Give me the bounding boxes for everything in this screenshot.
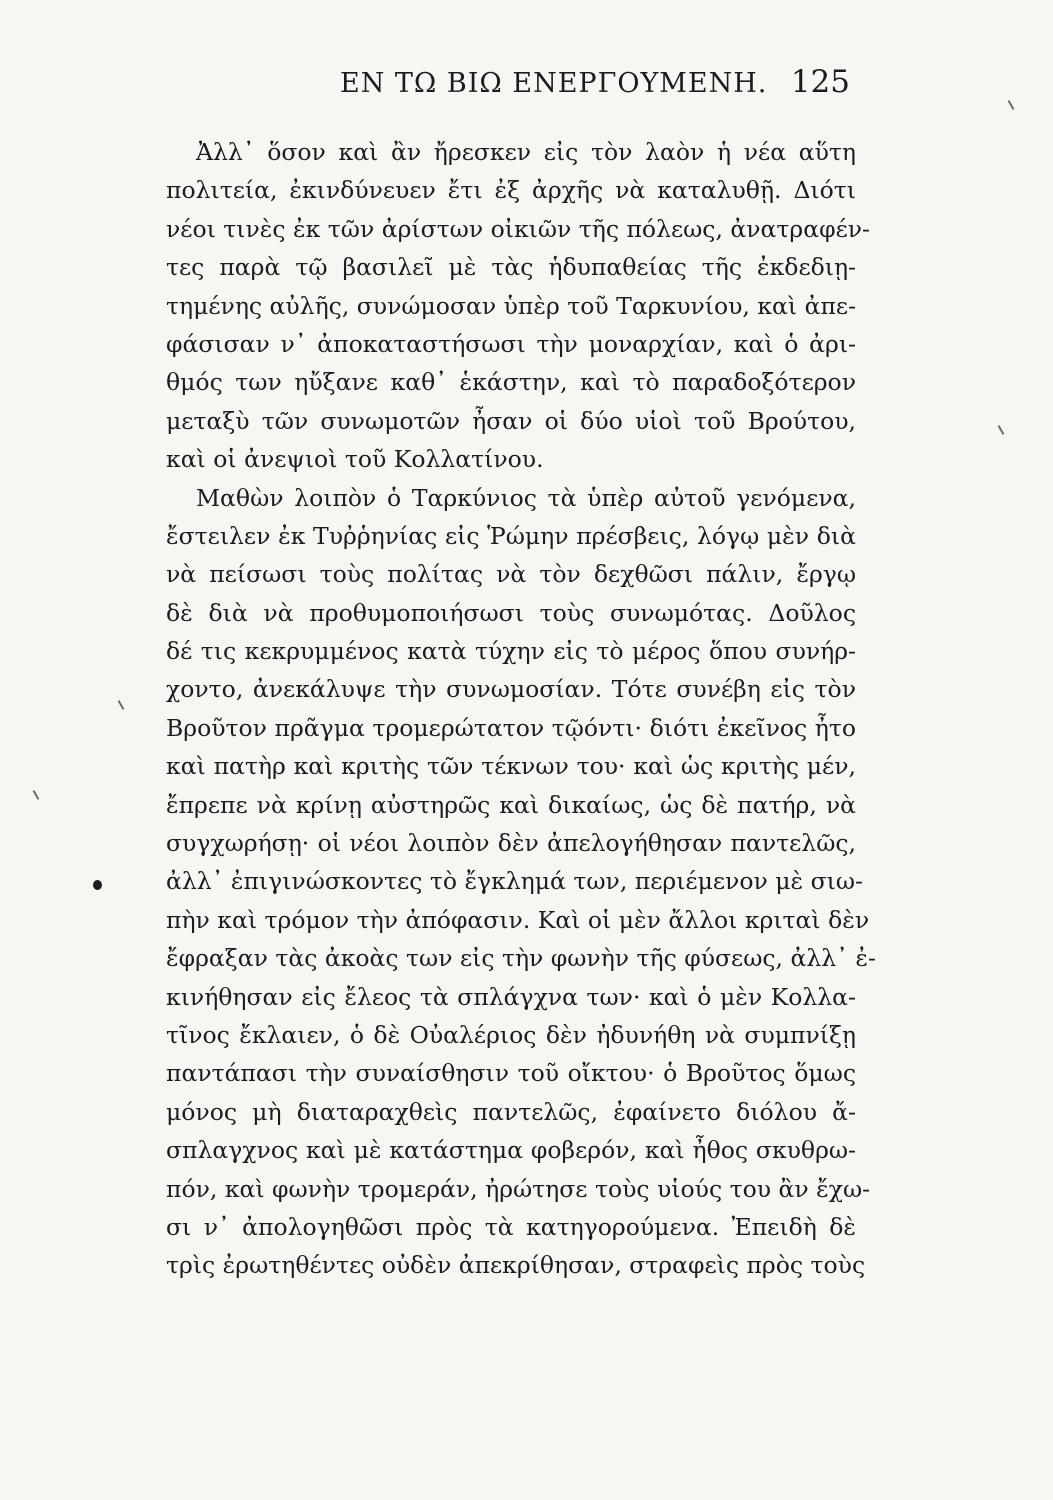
running-title: ΕΝ ΤΩ ΒΙΩ ΕΝΕΡΓΟΥΜΕΝΗ. <box>340 68 768 99</box>
text-line: πολιτεία, ἐκινδύνευεν ἔτι ἐξ ἀρχῆς νὰ καταλυθῇ. Διότι <box>166 176 856 205</box>
text-line: καὶ πατὴρ καὶ κριτὴς τῶν τέκνων του· καὶ ὡς κριτὴς μέν, <box>166 752 856 781</box>
text-line: Βροῦτον πρᾶγμα τρομερώτατον τῷόντι· διότι ἐκεῖνος ἦτο <box>166 713 856 742</box>
text-line: ἔφραξαν τὰς ἀκοὰς των εἰς τὴν φωνὴν τῆς φύσεως, ἀλλ᾽ ἐ- <box>166 944 876 973</box>
text-line: θμός των ηὔξανε καθ᾽ ἑκάστην, καὶ τὸ παραδοξότερον <box>166 368 856 397</box>
text-line: παντάπασι τὴν συναίσθησιν τοῦ οἴκτου· ὁ Βροῦτος ὅμως <box>166 1059 856 1088</box>
text-line: σπλαγχνος καὶ μὲ κατάστημα φοβερόν, καὶ ἦθος σκυθρω- <box>166 1136 856 1165</box>
text-line: ἔστειλεν ἐκ Τυῤῥηνίας εἰς Ῥώμην πρέσβεις, λόγῳ μὲν διὰ <box>166 521 856 550</box>
running-head <box>300 64 860 108</box>
text-line: συγχωρήσῃ· οἱ νέοι λοιπὸν δὲν ἀπελογήθησαν παντελῶς, <box>166 829 856 858</box>
text-line: μεταξὺ τῶν συνωμοτῶν ἦσαν οἱ δύο υἱοὶ τοῦ Βρούτου, <box>166 406 856 435</box>
margin-mark <box>998 425 1005 435</box>
text-line: νέοι τινὲς ἐκ τῶν ἀρίστων οἰκιῶν τῆς πόλεως, ἀνατραφέν- <box>166 214 870 243</box>
text-line: τημένης αὐλῆς, συνώμοσαν ὑπὲρ τοῦ Ταρκυνίου, καὶ ἀπε- <box>166 291 857 320</box>
margin-mark <box>33 790 40 800</box>
text-line: δὲ διὰ νὰ προθυμοποιήσωσι τοὺς συνωμότας. Δοῦλος <box>166 598 856 627</box>
text-line: τρὶς ἐρωτηθέντες οὐδὲν ἀπεκρίθησαν, στραφεὶς πρὸς τοὺς <box>166 1251 866 1280</box>
text-line: νὰ πείσωσι τοὺς πολίτας νὰ τὸν δεχθῶσι πάλιν, ἔργῳ <box>166 560 856 589</box>
text-line: κινήθησαν εἰς ἔλεος τὰ σπλάγχνα των· καὶ ὁ μὲν Κολλα- <box>166 982 856 1011</box>
margin-mark <box>1008 100 1015 110</box>
text-line: Μαθὼν λοιπὸν ὁ Ταρκύνιος τὰ ὑπὲρ αὐτοῦ γενόμενα, <box>196 483 856 512</box>
text-line: τες παρὰ τῷ βασιλεῖ μὲ τὰς ἡδυπαθείας τῆς ἐκδεδιῃ- <box>166 253 856 282</box>
text-line: δέ τις κεκρυμμένος κατὰ τύχην εἰς τὸ μέρος ὅπου συνήρ- <box>166 637 856 666</box>
text-line: ἀλλ᾽ ἐπιγινώσκοντες τὸ ἔγκλημά των, περιέμενον μὲ σιω- <box>166 867 863 896</box>
text-line: τῖνος ἔκλαιεν, ὁ δὲ Οὐαλέριος δὲν ἠδυνήθη νὰ συμπνίξῃ <box>166 1020 856 1049</box>
text-line: καὶ οἱ ἀνεψιοὶ τοῦ Κολλατίνου. <box>166 445 544 474</box>
text-line: φάσισαν ν᾽ ἀποκαταστήσωσι τὴν μοναρχίαν, καὶ ὁ ἀρι- <box>166 329 856 358</box>
text-line: μόνος μὴ διαταραχθεὶς παντελῶς, ἐφαίνετο διόλου ἄ- <box>166 1097 856 1126</box>
text-line: ἔπρεπε νὰ κρίνῃ αὐστηρῶς καὶ δικαίως, ὡς δὲ πατήρ, νὰ <box>166 790 856 819</box>
page-number: 125 <box>790 64 850 100</box>
text-line: πόν, καὶ φωνὴν τρομεράν, ἠρώτησε τοὺς υἱούς του ἂν ἔχω- <box>166 1174 871 1203</box>
ink-blot <box>93 880 102 890</box>
text-line: σι ν᾽ ἀπολογηθῶσι πρὸς τὰ κατηγορούμενα. Ἐπειδὴ δὲ <box>166 1212 856 1241</box>
text-line: Ἀλλ᾽ ὅσον καὶ ἂν ἤρεσκεν εἰς τὸν λαὸν ἡ νέα αὕτη <box>196 138 856 166</box>
margin-mark <box>118 700 125 710</box>
body-text <box>166 133 876 1285</box>
text-line: χοντο, ἀνεκάλυψε τὴν συνωμοσίαν. Τότε συνέβη εἰς τὸν <box>166 675 856 704</box>
text-line: πὴν καὶ τρόμον τὴν ἀπόφασιν. Καὶ οἱ μὲν ἄλλοι κριταὶ δὲν <box>166 905 870 934</box>
